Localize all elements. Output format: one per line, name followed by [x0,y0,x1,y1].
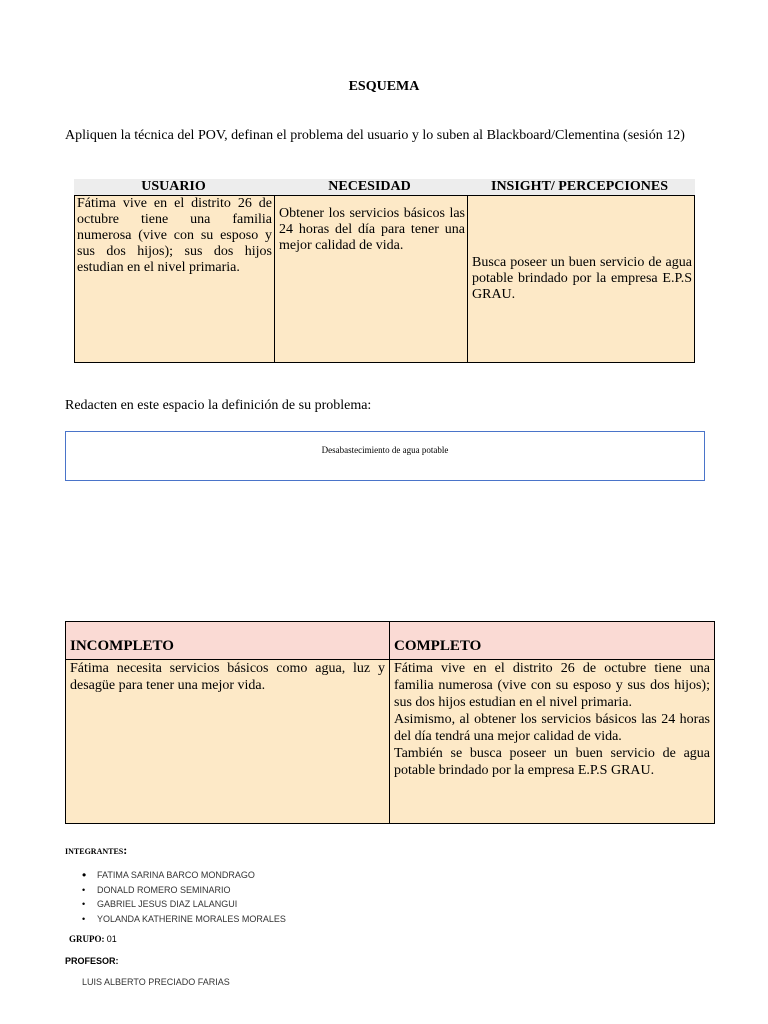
integrantes-label-text: INTEGRANTES [65,847,124,856]
grupo-value: 01 [106,934,117,944]
definition-prompt: Redacten en este espacio la definición de su problema: [65,398,372,413]
header-insight: INSIGHT/ PERCEPCIONES [491,179,668,194]
comparison-row [66,660,714,823]
completo-line: También se busca poseer un buen servicio de agua potable brindado por la empresa E.P.S GRAU. [394,746,710,778]
definition-text: Desabastecimiento de agua potable [321,445,449,455]
completo-cell [390,660,714,823]
comparison-table [65,621,715,824]
profesor-label: PROFESOR: [65,956,119,966]
header-completo: COMPLETO [394,638,482,654]
list-item: • GABRIEL JESUS DIAZ LALANGUI [82,897,286,912]
cell-insight [467,196,694,362]
pov-table [74,179,695,363]
usuario-text: Fátima vive en el distrito 26 de octubre tiene una familia numerosa (vive con su esposo y sus dos hijos); sus dos hijos estudian en el nivel primaria. [77,196,272,275]
header-incompleto: INCOMPLETO [66,622,390,659]
comparison-header [66,622,714,660]
document-title: ESQUEMA [348,79,420,94]
cell-necesidad [274,196,467,362]
insight-text: Busca poseer un buen servicio de agua potable brindado por la empresa E.P.S GRAU. [472,255,692,302]
necesidad-text: Obtener los servicios básicos las 24 horas del día para tener una mejor calidad de vida. [279,206,465,253]
completo-line: Asimismo, al obtener los servicios básicos las 24 horas del día tendrá una mejor calidad de vida. [394,712,710,744]
pov-table-row [74,195,695,363]
header-usuario: USUARIO [141,179,206,194]
list-item: • DONALD ROMERO SEMINARIO [82,883,286,898]
header-necesidad: NECESIDAD [328,179,411,194]
members-list [82,868,286,926]
grupo-line [69,934,117,944]
incompleto-text: Fátima necesita servicios básicos como agua, luz y desagüe para tener una mejor vida. [66,660,390,823]
definition-box[interactable] [65,431,705,481]
list-item: • FATIMA SARINA BARCO MONDRAGO [82,868,286,883]
pov-table-header [74,179,695,195]
list-item: • YOLANDA KATHERINE MORALES MORALES [82,912,286,927]
integrantes-label: INTEGRANTES: [65,843,128,857]
cell-usuario [75,196,274,362]
instruction-text: Apliquen la técnica del POV, definan el problema del usuario y lo suben al Blackboard/Clementina (sesión 12) [65,128,685,143]
profesor-name: LUIS ALBERTO PRECIADO FARIAS [82,977,230,987]
completo-line: Fátima vive en el distrito 26 de octubre tiene una familia numerosa (vive con su esposo y sus dos hijos); sus dos hijos estudian en el nivel primaria. [394,661,710,710]
grupo-label: GRUPO: [69,934,105,944]
